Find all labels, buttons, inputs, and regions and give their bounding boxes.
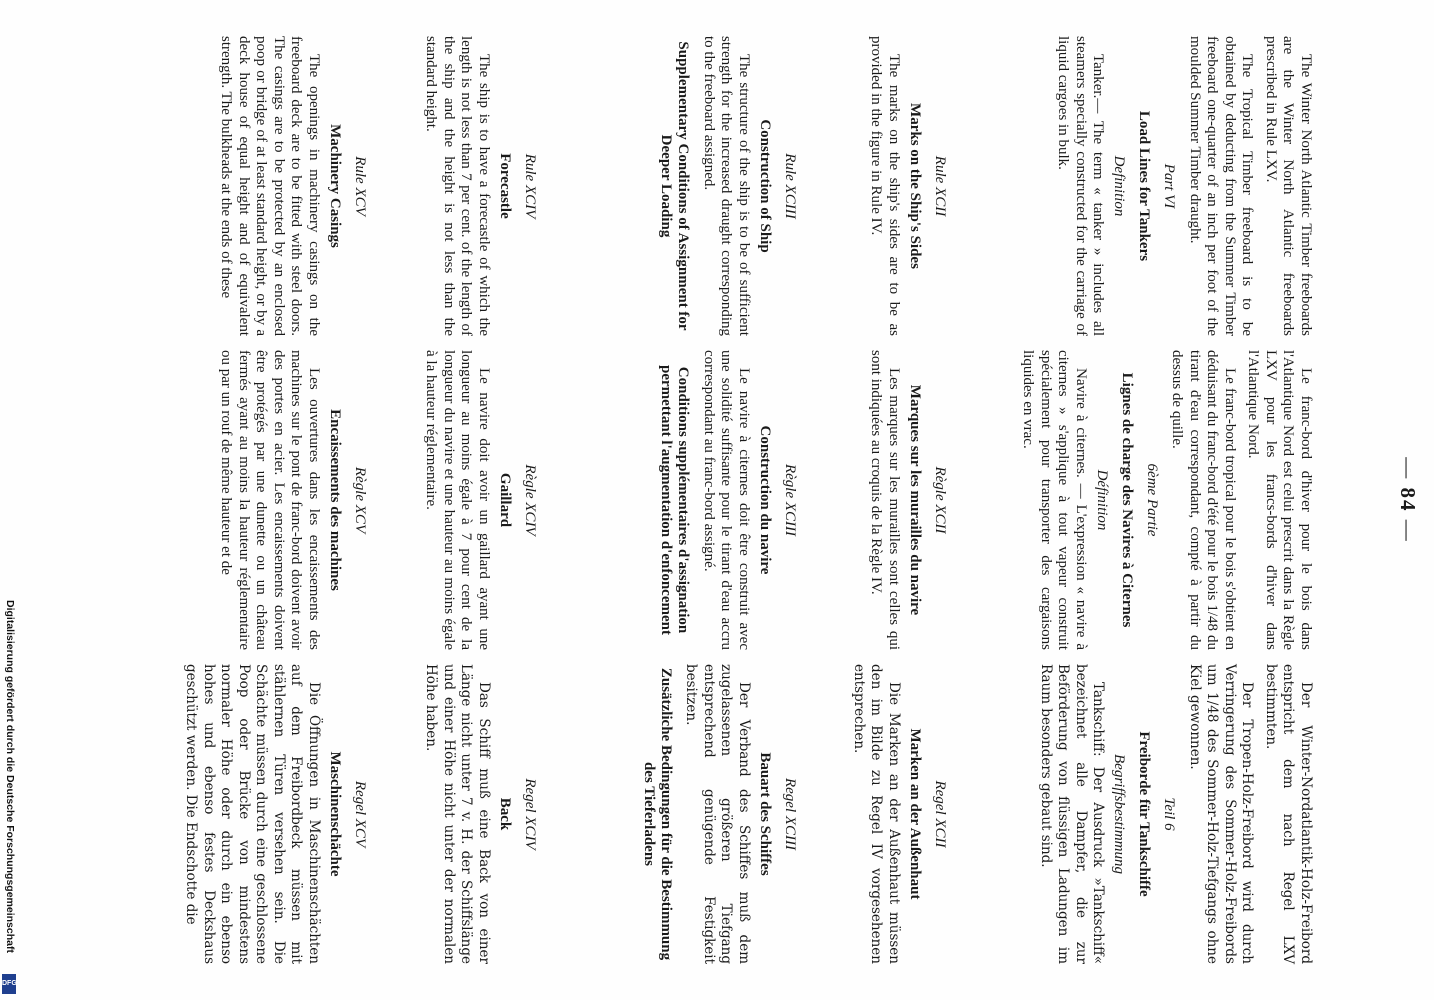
rule95-de-text: Die Öffnungen in Maschinenschächten auf dem Freibordbeck müssen mit stählernen Türen versehen sein. Die Schächte müssen durch eine geschlossene Poop oder Brücke von mindestens normaler Höhe oder durch ein ebenso hohes und ebenso festes Deckshaus geschützt werden. Die Endschotte die xyxy=(183,664,322,964)
rule94-de-text: Das Schiff muß eine Back von einer Länge nicht unter 7 v. H. der Schiffslänge und einer Höhe nicht unter der normalen Höhe haben. xyxy=(423,664,492,964)
part-heading-de: Freiborde für Tankschiffe xyxy=(1136,731,1153,897)
intro-de-2: Der Tropen-Holz-Freibord wird durch Verringerung des Sommer-Holz-Freibords um 1/48 des Sommer-Holz-Tiefgangs ohne Kiel gewonnen. xyxy=(1187,664,1256,964)
rule93-fr-text: Le navire à citernes doit être construit avec une solidité suffisante pour le tirant d'eau accru correspondant au franc-bord assigné. xyxy=(701,350,752,650)
rule95-de-rule: Regel XCV xyxy=(352,780,368,848)
rule93-en-rule: Rule XCIII xyxy=(782,153,798,219)
definition-title-fr: Définition xyxy=(1094,469,1110,531)
intro-en-2: The Tropical Timber freeboard is to be obtained by deducting from the Summer Timber freeboard one-quarter of an inch per foot of the moulded Summer Timber draught. xyxy=(1187,36,1256,336)
supplementary-fr: Conditions supplémentaires d'assignation permettant l'augmentation d'enfoncement xyxy=(658,365,692,635)
part-heading-en: Load Lines for Tankers xyxy=(1136,110,1153,262)
rule92-fr xyxy=(861,350,956,650)
dash-left: — xyxy=(1396,457,1420,481)
rule94-fr-text: Le navire doit avoir un gaillard ayant une longueur au moins égale à 7 pour cent de la longueur du navire et une hauteur au moins égale à la hauteur réglementaire. xyxy=(423,350,492,650)
definition-title-de: Begriffsbestimmung xyxy=(1111,754,1128,874)
rule95-de-title: Maschinenschächte xyxy=(327,751,343,877)
supplementary-de: Zusätzliche Bedingungen für die Bestimmung des Tieferladens xyxy=(641,667,674,961)
rule92-en-title: Marks on the Ship's Sides xyxy=(907,103,923,269)
rule93-de xyxy=(636,664,806,964)
rule92-fr-rule: Règle XCII xyxy=(932,466,948,534)
column-german xyxy=(1031,664,1315,964)
rule93-fr-title: Construction du navire xyxy=(757,425,773,575)
rule93-de-rule: Regel XCIII xyxy=(782,777,798,851)
rule94-en-text: The ship is to have a forecastle of which the length is not less than 7 per cent. of the length of the ship and the height is not less than the standard height. xyxy=(423,36,492,336)
rule94-en-rule: Rule XCIV xyxy=(522,153,538,219)
rule93-en xyxy=(654,36,807,336)
rule94-fr xyxy=(416,350,546,650)
rule94-en-title: Forecastle xyxy=(497,153,513,219)
rule92-de-title: Marken an der Außenhaut xyxy=(907,728,923,900)
definition-de: Tankschiff: Der Ausdruck »Tankschiff« bezeichnet alle Dampfer, die zur Beförderung von flüssigen Ladungen im Raum besonders gebaut sind. xyxy=(1038,664,1107,964)
rule92-de-rule: Regel XCII xyxy=(932,780,948,848)
page-number: 84 xyxy=(1396,487,1420,513)
rule95-en xyxy=(211,36,376,336)
rule92-de-text: Die Marken an der Außenhaut müssen den im Bilde zu Regel IV vorgesehenen entsprechen. xyxy=(851,664,902,964)
rule94-de xyxy=(416,664,546,964)
part-title-fr: 6ème Partie xyxy=(1144,463,1160,537)
rule94-de-rule: Regel XCIV xyxy=(522,778,538,850)
intro-fr-1: Le franc-bord d'hiver pour le bois dans l'Atlantique Nord est celui prescrit dans la Règle LXV pour les francs-bords d'hiver dans l'Atlantique Nord. xyxy=(1245,350,1314,650)
rule95-en-text: The openings in machinery casings on the freeboard deck are to be fitted with steel doors. The casings are to be protected by an enclosed poop or bridge of at least standard height, or by a deck house of equal height and of equivalent strength. The bulkheads at the ends of these xyxy=(218,36,322,336)
part-title-de: Teil 6 xyxy=(1161,797,1178,831)
rule93-fr xyxy=(654,350,807,650)
page-number-line xyxy=(1395,0,1420,1000)
part-heading-fr: Lignes de charge des Navires à Citernes xyxy=(1119,372,1135,628)
rule95-fr-text: Les ouvertures dans les encaissements des machines sur le pont de franc-bord doivent avoir des portes en acier. Les encaissements doivent être protégés par une dunette ou un château fermés ayant au moins la hauteur réglementaire ou par un rouf de même hauteur et de xyxy=(218,350,322,650)
rule94-fr-title: Gaillard xyxy=(497,472,513,528)
dash-right: — xyxy=(1396,519,1420,543)
part-title-en: Part VI xyxy=(1161,163,1178,209)
intro-de-1: Der Winter-Nordatlantik-Holz-Freibord entspricht dem nach Regel LXV bestimmten. xyxy=(1263,664,1314,964)
definition-en: Tanker.— The term « tanker » includes all steamers specially constructed for the carriage of liquid cargoes in bulk. xyxy=(1055,36,1107,336)
rule94-fr-rule: Règle XCIV xyxy=(522,464,538,536)
rule92-en xyxy=(861,36,956,336)
intro-en-1: The Winter North Atlantic Timber freeboards are the Winter North Atlantic freeboards prescribed in Rule LXV. xyxy=(1263,36,1314,336)
dfg-logo-icon: DFG xyxy=(2,974,16,994)
rule92-fr-text: Les marques sur les murailles sont celles qui sont indiquées au croquis de la Règle IV. xyxy=(868,350,902,650)
column-english xyxy=(1048,36,1314,336)
definition-fr: Navire à citernes. — L'expression « navire à citernes » s'applique à tout vapeur construit spécialement pour transporter des cargaisons liquides en vrac. xyxy=(1020,350,1089,650)
rule93-de-text: Der Verband des Schiffes muß dem zugelassenen größeren Tiefgang entsprechend genügende Festigkeit besitzen. xyxy=(683,664,752,964)
intro-fr-2: Le franc-bord tropical pour le bois s'obtient en déduisant du franc-bord d'été pour le bois 1/48 du tirant d'eau correspondant, compté à partir du dessus de quille. xyxy=(1169,350,1238,650)
credit-text: Digitalisierung gefördert durch die Deutsche Forschungsgemeinschaft xyxy=(4,600,16,953)
rule95-en-title: Machinery Casings xyxy=(327,124,343,248)
rule93-fr-rule: Règle XCIII xyxy=(782,463,798,537)
rule95-fr-rule: Règle XCV xyxy=(352,466,368,534)
rule95-fr xyxy=(211,350,376,650)
digitization-credit xyxy=(2,600,16,996)
rule92-de xyxy=(844,664,957,964)
rule95-de xyxy=(176,664,376,964)
supplementary-en: Supplementary Conditions of Assignment for Deeper Loading xyxy=(658,41,692,331)
rule95-en-rule: Rule XCV xyxy=(352,156,368,216)
rule92-en-text: The marks on the ship's sides are to be as provided in the figure in Rule IV. xyxy=(868,36,902,336)
rule94-de-title: Back xyxy=(497,797,513,831)
rule95-fr-title: Encaissements des machines xyxy=(327,409,343,591)
rule94-en xyxy=(416,36,546,336)
rule92-fr-title: Marques sur les murailles du navire xyxy=(907,384,923,616)
definition-title-en: Definition xyxy=(1111,155,1128,217)
rule93-de-title: Bauart des Schiffes xyxy=(757,752,773,876)
rule93-en-title: Construction of Ship xyxy=(757,119,773,253)
column-french xyxy=(1013,350,1314,650)
rule92-en-rule: Rule XCII xyxy=(932,155,948,217)
rule93-en-text: The structure of the ship is to be of sufficient strength for the increased draught corresponding to the freeboard assigned. xyxy=(701,36,752,336)
